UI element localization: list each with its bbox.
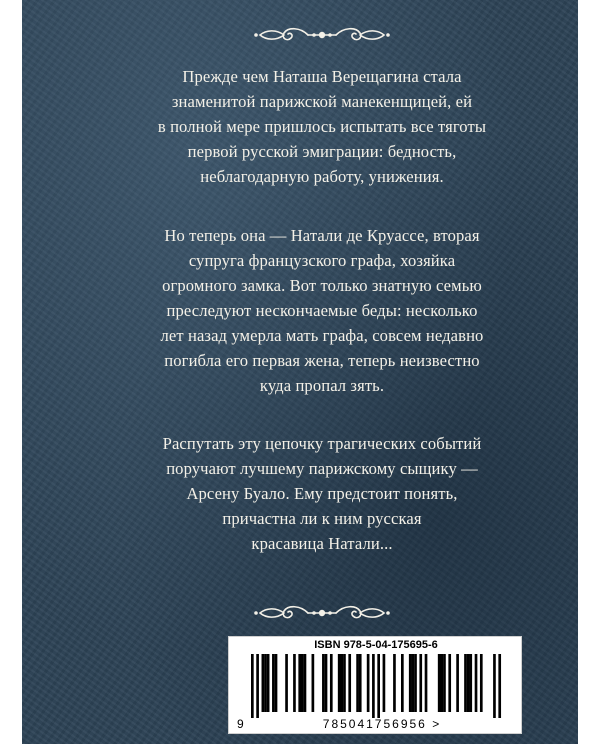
barcode-bar — [340, 654, 343, 712]
barcode-bar — [383, 654, 386, 712]
barcode-bar — [409, 654, 412, 712]
text-line: огромного замка. Вот только знатную семью — [162, 276, 482, 295]
text-line: неблагодарную работу, унижения. — [200, 167, 444, 186]
barcode-bar — [312, 654, 315, 712]
barcode-bar — [264, 654, 267, 712]
text-line: Прежде чем Наташа Верещагина стала — [182, 67, 462, 86]
barcode-bar — [475, 654, 478, 712]
barcode-bar — [251, 654, 254, 718]
text-line: знаменитой парижской манекенщицей, ей — [171, 92, 473, 111]
isbn-label: ISBN 978-5-04-175695-6 — [314, 639, 438, 651]
barcode-bar — [293, 654, 296, 712]
barcode-bar — [401, 654, 404, 712]
barcode-bar — [493, 654, 496, 718]
barcode-bar — [440, 654, 443, 712]
annotation-paragraph-1 — [117, 64, 527, 189]
annotation-paragraph-3 — [117, 431, 527, 556]
barcode-bar — [480, 654, 483, 712]
text-line: Арсену Буало. Ему предстоит понять, — [186, 484, 458, 503]
barcode-bar — [438, 654, 441, 712]
barcode-quiet-zone-mark: > — [432, 717, 442, 731]
isbn-barcode — [228, 636, 522, 734]
barcode-bar — [330, 654, 333, 712]
barcode-bar — [419, 654, 422, 712]
barcode-bar — [448, 654, 451, 712]
barcode-bar — [498, 654, 501, 718]
book-back-cover — [22, 0, 578, 744]
barcode-bar — [469, 654, 472, 712]
annotation-paragraph-2 — [117, 223, 527, 398]
barcode-bar — [348, 654, 351, 712]
text-line: куда пропал зять. — [259, 376, 385, 395]
barcode-bar — [367, 654, 370, 712]
barcode-bar — [275, 654, 278, 712]
barcode-digits — [247, 717, 517, 731]
barcode-first-digit: 9 — [237, 717, 244, 731]
flourish-ornament-icon — [250, 602, 394, 624]
barcode-bar — [301, 654, 304, 712]
barcode-bar — [464, 654, 467, 712]
barcode-bar — [343, 654, 346, 712]
barcode-bar — [285, 654, 288, 712]
barcode-digit-group: 785041756956 — [322, 717, 427, 731]
text-line: причастна ли к ним русская — [222, 509, 422, 528]
text-line: погибла его первая жена, теперь неизвестно — [164, 351, 480, 370]
text-line: Но теперь она — Натали де Круассе, вторая — [164, 226, 480, 245]
barcode-bar — [372, 654, 375, 718]
barcode-bar — [359, 654, 362, 712]
text-line: красавица Натали... — [251, 534, 393, 553]
barcode-bar — [298, 654, 301, 712]
barcode-bar — [322, 654, 325, 712]
text-line: лет назад умерла мать графа, совсем недавно — [160, 326, 484, 345]
barcode-bar — [304, 654, 307, 712]
barcode-bar — [412, 654, 415, 712]
barcode-bar — [267, 654, 270, 712]
barcode-icon — [237, 654, 515, 718]
barcode-bar — [256, 654, 259, 718]
barcode-bar — [356, 654, 359, 712]
barcode-bar — [325, 654, 328, 712]
text-line: Распутать эту цепочку трагических событий — [162, 434, 482, 453]
text-line: преследуют нескончаемые беды: несколько — [166, 301, 478, 320]
text-line: первой русской эмиграции: бедность, — [187, 142, 457, 161]
barcode-bar — [272, 654, 275, 712]
text-line: поручают лучшему парижскому сыщику — — [166, 459, 478, 478]
barcode-bar — [467, 654, 470, 712]
barcode-bar — [338, 654, 341, 712]
barcode-bar — [443, 654, 446, 712]
barcode-bar — [456, 654, 459, 712]
barcode-bar — [425, 654, 428, 712]
text-line: в полной мере пришлось испытать все тяготы — [157, 117, 487, 136]
text-line: супруга французского графа, хозяйка — [188, 251, 456, 270]
flourish-ornament-icon — [250, 24, 394, 46]
barcode-bar — [414, 654, 417, 712]
barcode-bar — [393, 654, 396, 712]
barcode-bar — [262, 654, 265, 712]
barcode-bar — [377, 654, 380, 718]
